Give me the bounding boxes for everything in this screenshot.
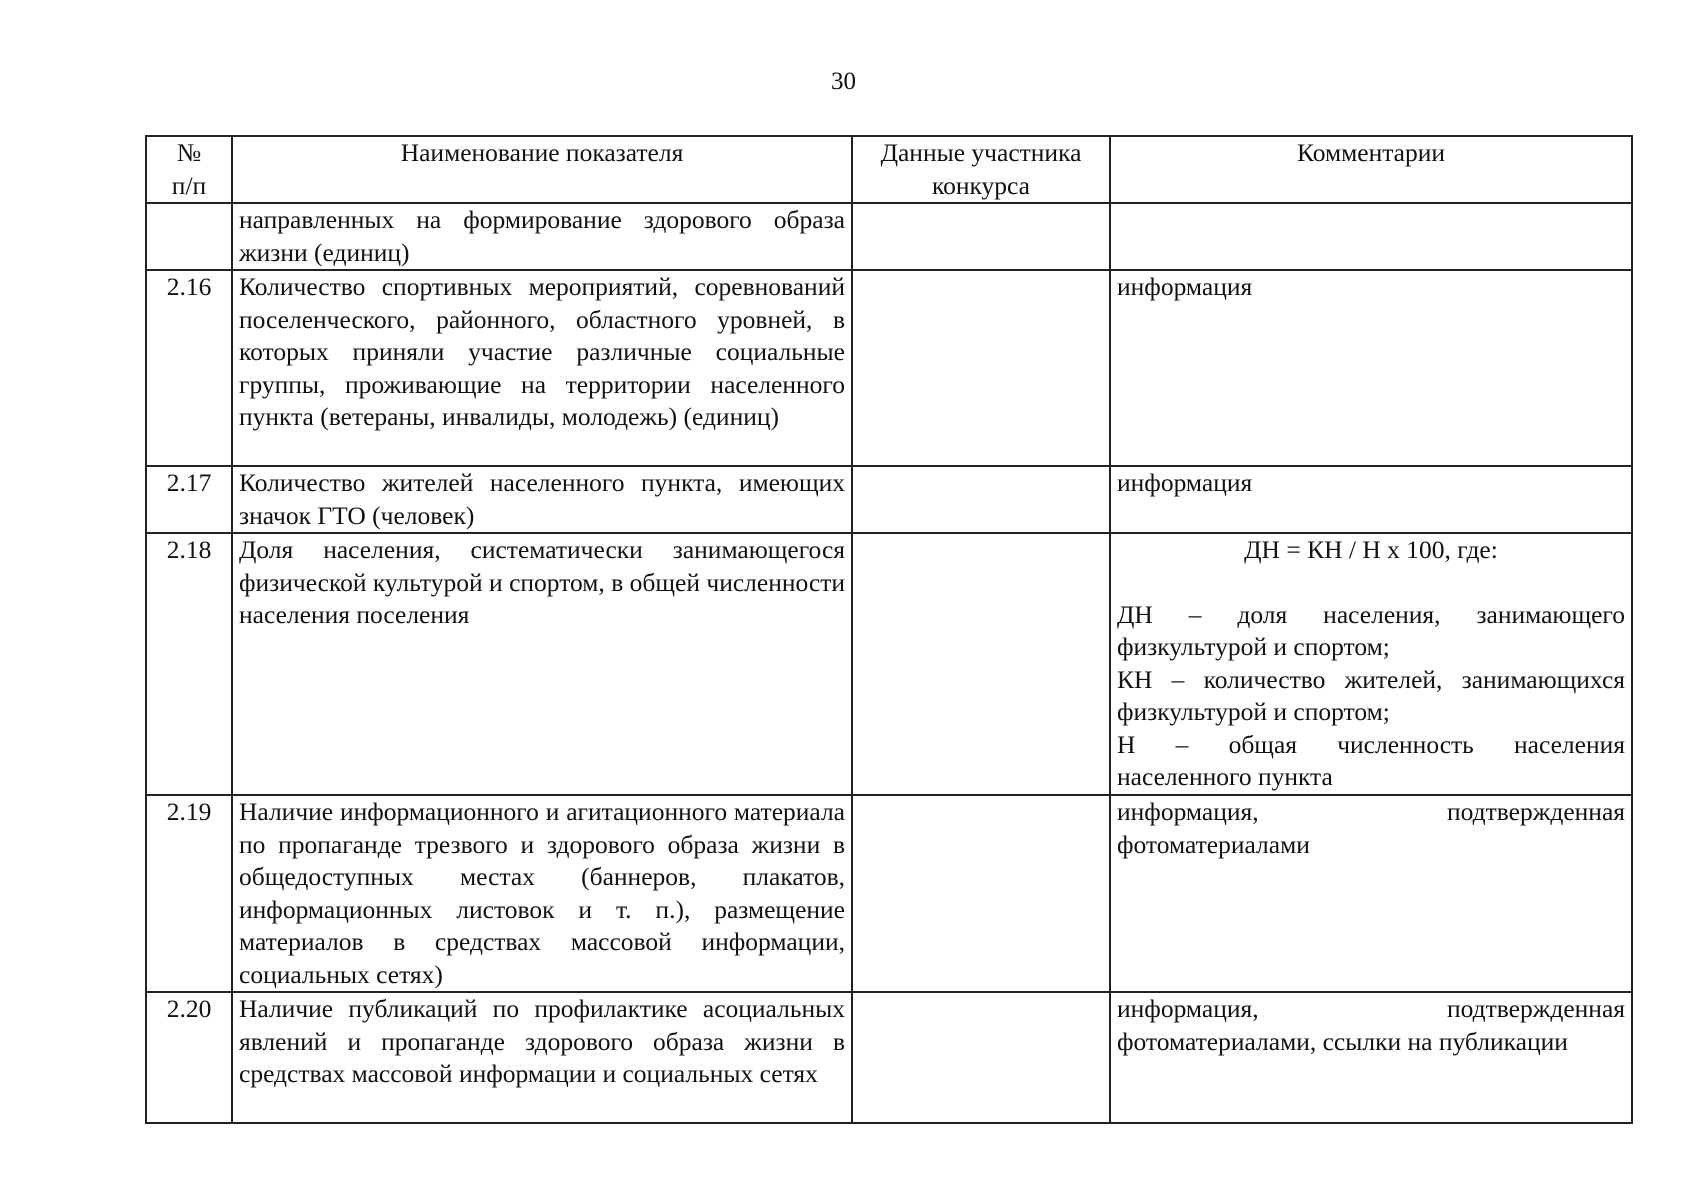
row-num — [146, 203, 232, 270]
row-num: 2.20 — [146, 992, 232, 1123]
row-data — [852, 203, 1110, 270]
table-row — [146, 533, 1632, 795]
row-num: 2.19 — [146, 795, 232, 992]
row-comment: информация — [1110, 270, 1632, 466]
header-data-line1: Данные участника — [880, 138, 1082, 167]
header-num — [146, 136, 232, 203]
formula-definition: КН – количество жителей, занимающихся физкультурой и спортом; — [1117, 664, 1625, 726]
table-row — [146, 795, 1632, 992]
header-name: Наименование показателя — [232, 136, 852, 203]
header-num-line1: № — [176, 138, 202, 167]
row-data — [852, 533, 1110, 795]
row-name: Доля населения, систематически занимающегося физической культурой и спортом, в общей численности населения поселения — [232, 533, 852, 795]
row-name: Количество жителей населенного пункта, имеющих значок ГТО (человек) — [232, 466, 852, 533]
indicators-table — [145, 135, 1633, 1124]
row-data — [852, 270, 1110, 466]
header-data — [852, 136, 1110, 203]
header-comments: Комментарии — [1110, 136, 1632, 203]
row-data — [852, 466, 1110, 533]
table-row — [146, 466, 1632, 533]
table-header-row — [146, 136, 1632, 203]
row-num: 2.18 — [146, 533, 232, 795]
row-comment: информация, подтвержденная фотоматериалами — [1110, 795, 1632, 992]
row-data — [852, 992, 1110, 1123]
page-number: 30 — [831, 68, 856, 95]
row-num: 2.17 — [146, 466, 232, 533]
table-row — [146, 992, 1632, 1123]
formula-definition: Н – общая численность населения населенного пункта — [1117, 729, 1625, 791]
row-comment: информация — [1110, 466, 1632, 533]
formula-definition: ДН – доля населения, занимающего физкультурой и спортом; — [1117, 599, 1625, 661]
row-name: Количество спортивных мероприятий, соревнований поселенческого, районного, областного уровней, в которых приняли участие различные социальные группы, проживающие на территории населенного пункта (ветераны, инвалиды, молодежь) (единиц) — [232, 270, 852, 466]
row-name: направленных на формирование здорового образа жизни (единиц) — [232, 203, 852, 270]
row-comment — [1110, 203, 1632, 270]
header-num-line2: п/п — [171, 170, 207, 200]
row-data — [852, 795, 1110, 992]
header-data-line2: конкурса — [932, 170, 1030, 200]
row-comment: информация, подтвержденная фотоматериалами, ссылки на публикации — [1110, 992, 1632, 1123]
row-name: Наличие информационного и агитационного материала по пропаганде трезвого и здорового образа жизни в общедоступных местах (баннеров, плакатов, информационных листовок и т. п.), размещение материалов в средствах массовой информации, социальных сетях) — [232, 795, 852, 992]
row-comment-formula-cell — [1110, 533, 1632, 795]
formula: ДН = КН / Н х 100, где: — [1244, 535, 1498, 564]
table-row — [146, 203, 1632, 270]
formula-gap — [1117, 567, 1625, 599]
row-name: Наличие публикаций по профилактике асоциальных явлений и пропаганде здорового образа жизни в средствах массовой информации и социальных сетях — [232, 992, 852, 1123]
row-num: 2.16 — [146, 270, 232, 466]
table-row — [146, 270, 1632, 466]
